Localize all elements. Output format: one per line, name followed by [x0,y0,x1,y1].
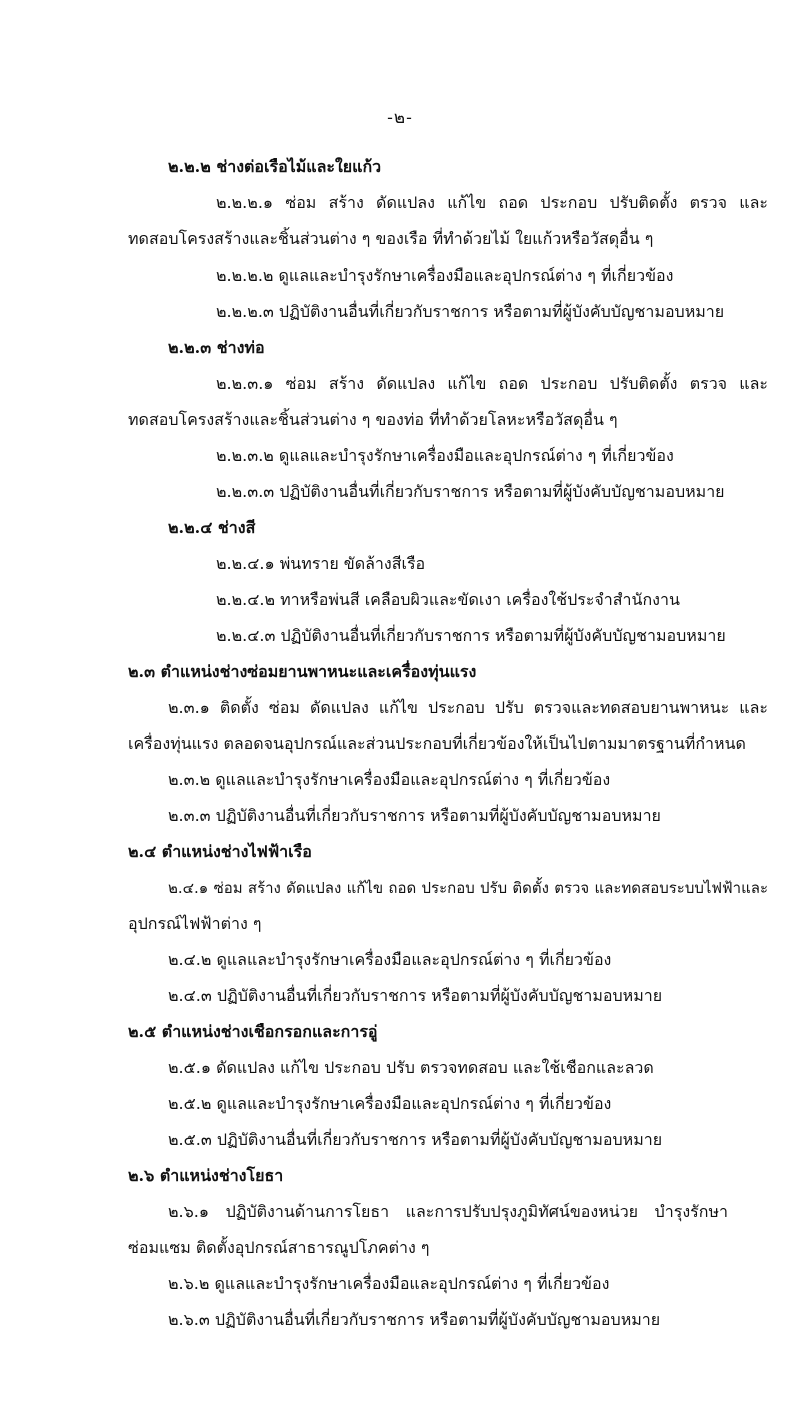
list-item: ๒.๒.๔.๑ พ่นทราย ขัดล้างสีเรือ [216,554,426,573]
list-item: ๒.๖.๓ ปฏิบัติงานอื่นที่เกี่ยวกับราชการ หรือตามที่ผู้บังคับบัญชามอบหมาย [168,1310,661,1329]
list-item: ๒.๔.๒ ดูแลและบำรุงรักษาเครื่องมือและอุปกรณ์ต่าง ๆ ที่เกี่ยวข้อง [168,950,612,969]
page-number: -๒- [387,108,413,128]
list-item: ๒.๒.๔.๒ ทาหรือพ่นสี เคลือบผิวและขัดเงา เครื่องใช้ประจำสำนักงาน [216,590,680,609]
list-item: ๒.๒.๓.๓ ปฏิบัติงานอื่นที่เกี่ยวกับราชการ หรือตามที่ผู้บังคับบัญชามอบหมาย [216,482,725,501]
paragraph-line: ๒.๓.๑ ติดตั้ง ซ่อม ดัดแปลง แก้ไข ประกอบ ปรับ ตรวจและทดสอบยานพาหนะ และ [168,698,768,717]
paragraph-line: เครื่องทุ่นแรง ตลอดจนอุปกรณ์และส่วนประกอบที่เกี่ยวข้องให้เป็นไปตามมาตรฐานที่กำหนด [128,734,746,753]
list-item: ๒.๕.๒ ดูแลและบำรุงรักษาเครื่องมือและอุปกรณ์ต่าง ๆ ที่เกี่ยวข้อง [168,1094,612,1113]
section-heading: ๒.๒.๔ ช่างสี [168,518,256,537]
section-heading: ๒.๕ ตำแหน่งช่างเชือกรอกและการอู่ [128,1022,378,1041]
paragraph-line: ๒.๒.๓.๑ ซ่อม สร้าง ดัดแปลง แก้ไข ถอด ประกอบ ปรับติดตั้ง ตรวจ และ [216,374,769,393]
paragraph-line: ๒.๖.๑ ปฏิบัติงานด้านการโยธา และการปรับปรุงภูมิทัศน์ของหน่วย บำรุงรักษา [168,1202,728,1221]
section-heading: ๒.๒.๓ ช่างท่อ [168,338,265,357]
list-item: ๒.๖.๒ ดูแลและบำรุงรักษาเครื่องมือและอุปกรณ์ต่าง ๆ ที่เกี่ยวข้อง [168,1274,610,1293]
paragraph-line: ๒.๔.๑ ซ่อม สร้าง ดัดแปลง แก้ไข ถอด ประกอบ ปรับ ติดตั้ง ตรวจ และทดสอบระบบไฟฟ้าและ [168,879,768,897]
list-item: ๒.๓.๓ ปฏิบัติงานอื่นที่เกี่ยวกับราชการ หรือตามที่ผู้บังคับบัญชามอบหมาย [168,806,661,825]
paragraph-line: ทดสอบโครงสร้างและชิ้นส่วนต่าง ๆ ของท่อ ที่ทำด้วยโลหะหรือวัสดุอื่น ๆ [128,410,618,429]
paragraph-line: ทดสอบโครงสร้างและชิ้นส่วนต่าง ๆ ของเรือ ที่ทำด้วยไม้ ใยแก้วหรือวัสดุอื่น ๆ [128,229,654,248]
paragraph-line: ๒.๒.๒.๑ ซ่อม สร้าง ดัดแปลง แก้ไข ถอด ประกอบ ปรับติดตั้ง ตรวจ และ [216,193,769,212]
list-item: ๒.๒.๒.๒ ดูแลและบำรุงรักษาเครื่องมือและอุปกรณ์ต่าง ๆ ที่เกี่ยวข้อง [216,266,674,285]
paragraph-line: อุปกรณ์ไฟฟ้าต่าง ๆ [128,914,262,933]
list-item: ๒.๒.๓.๒ ดูแลและบำรุงรักษาเครื่องมือและอุปกรณ์ต่าง ๆ ที่เกี่ยวข้อง [216,446,674,465]
section-heading: ๒.๓ ตำแหน่งช่างซ่อมยานพาหนะและเครื่องทุ่นแรง [128,662,477,681]
paragraph-line: ซ่อมแซม ติดตั้งอุปกรณ์สาธารณูปโภคต่าง ๆ [128,1238,430,1257]
list-item: ๒.๓.๒ ดูแลและบำรุงรักษาเครื่องมือและอุปกรณ์ต่าง ๆ ที่เกี่ยวข้อง [168,770,611,789]
list-item: ๒.๕.๓ ปฏิบัติงานอื่นที่เกี่ยวกับราชการ หรือตามที่ผู้บังคับบัญชามอบหมาย [168,1130,663,1149]
section-heading: ๒.๖ ตำแหน่งช่างโยธา [128,1166,284,1185]
list-item: ๒.๔.๓ ปฏิบัติงานอื่นที่เกี่ยวกับราชการ หรือตามที่ผู้บังคับบัญชามอบหมาย [168,986,663,1005]
section-heading: ๒.๒.๒ ช่างต่อเรือไม้และใยแก้ว [168,157,382,176]
list-item: ๒.๒.๒.๓ ปฏิบัติงานอื่นที่เกี่ยวกับราชการ หรือตามที่ผู้บังคับบัญชามอบหมาย [216,302,725,321]
list-item: ๒.๒.๔.๓ ปฏิบัติงานอื่นที่เกี่ยวกับราชการ หรือตามที่ผู้บังคับบัญชามอบหมาย [216,626,726,645]
section-heading: ๒.๔ ตำแหน่งช่างไฟฟ้าเรือ [128,842,312,861]
list-item: ๒.๕.๑ ดัดแปลง แก้ไข ประกอบ ปรับ ตรวจทดสอบ และใช้เชือกและลวด [168,1058,654,1077]
